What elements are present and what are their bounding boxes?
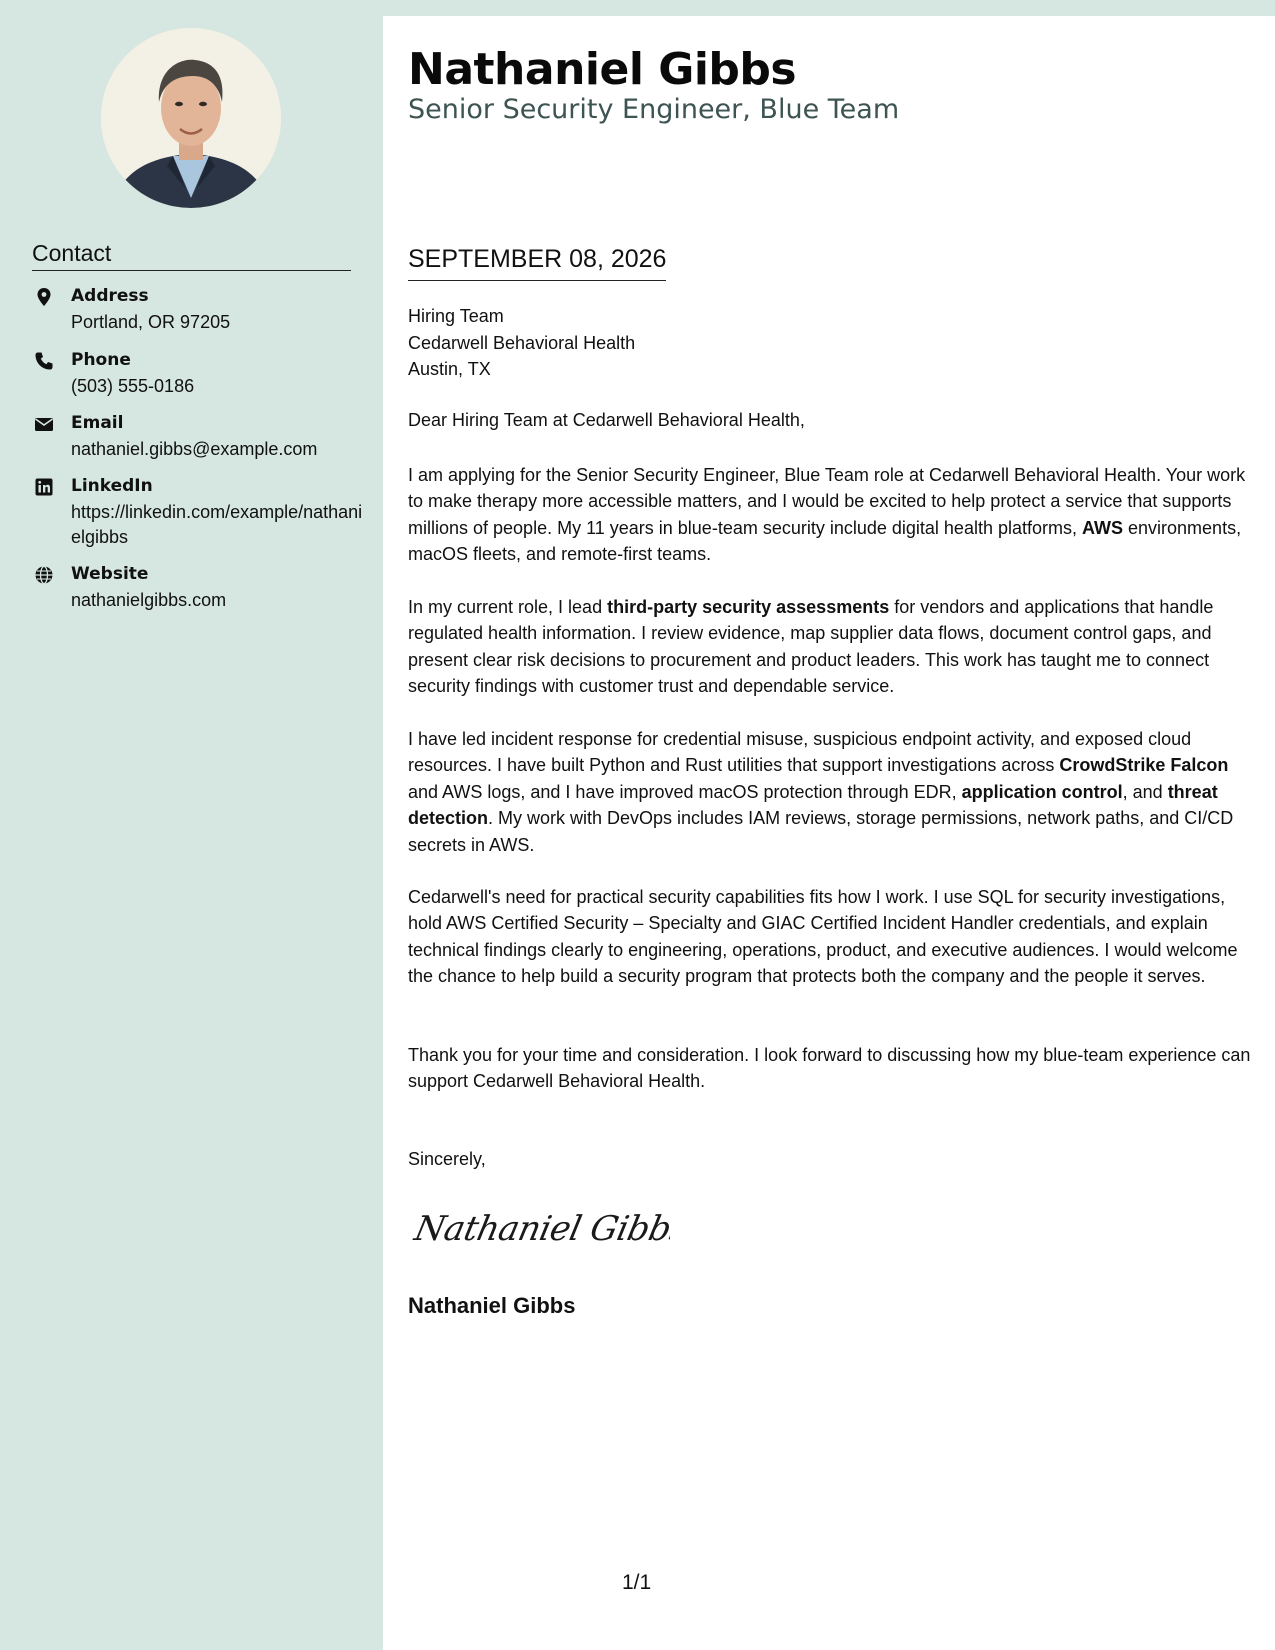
- emphasis-text: threat detection: [408, 781, 1218, 829]
- paragraph-text: I am applying for the Senior Security Engineer, Blue Team role at Cedarwell Behavioral Health. Your work to make therapy more accessible matters, and I would be excited to help protect a service that supports millions of people. My 11 years in blue-team security include digital health platforms,: [408, 465, 1246, 538]
- letter-date: SEPTEMBER 08, 2026: [408, 245, 666, 281]
- signature: [410, 1198, 670, 1263]
- envelope-icon: [34, 414, 54, 434]
- contact-heading: Contact: [32, 240, 351, 271]
- contact-label: LinkedIn: [71, 476, 153, 496]
- body-paragraph: [408, 884, 1254, 990]
- contact-label: Address: [71, 286, 149, 306]
- contact-label: Email: [71, 413, 124, 433]
- body-paragraph: [408, 462, 1254, 568]
- contact-value[interactable]: nathanielgibbs.com: [71, 590, 227, 610]
- paragraph-text: Cedarwell's need for practical security capabilities fits how I work. I use SQL for security investigations, hold AWS Certified Security – Specialty and GIAC Certified Incident Handler credentials, and explain technical findings clearly to engineering, operations, product, and executive audiences. I would welcome the chance to help build a security program that protects both the company and the people it serves.: [408, 887, 1238, 987]
- recipient-line: Austin, TX: [408, 359, 491, 379]
- signer-name: Nathaniel Gibbs: [408, 1293, 576, 1318]
- map-pin-icon: [34, 287, 54, 307]
- avatar: [101, 28, 281, 208]
- paragraph-text: In my current role, I lead: [408, 597, 608, 617]
- body-paragraph: [408, 726, 1254, 858]
- contact-value[interactable]: https://linkedin.com/example/nathanielgibbs: [71, 502, 363, 547]
- top-accent-strip: [383, 0, 1275, 16]
- emphasis-text: application control: [961, 781, 1123, 802]
- linkedin-icon: [34, 477, 54, 497]
- contact-value: nathaniel.gibbs@example.com: [71, 439, 318, 459]
- candidate-name: Nathaniel Gibbs: [408, 44, 797, 95]
- candidate-title: Senior Security Engineer, Blue Team: [408, 94, 900, 125]
- page-number: 1/1: [622, 1571, 652, 1594]
- paragraph-text: , and: [1122, 781, 1168, 802]
- recipient-block: [408, 303, 635, 383]
- paragraph-text: environments, macOS fleets, and remote-first teams.: [408, 517, 1242, 565]
- paragraph-text: Thank you for your time and consideration. I look forward to discussing how my blue-team experience can support Cedarwell Behavioral Health.: [408, 1045, 1251, 1092]
- paragraph-text: and AWS logs, and I have improved macOS protection through EDR,: [408, 781, 962, 802]
- body-paragraph: [408, 594, 1254, 700]
- paragraph-text: I have led incident response for credential misuse, suspicious endpoint activity, and exposed cloud resources. I have built Python and Rust utilities that support investigations across: [408, 729, 1192, 776]
- closing: Sincerely,: [408, 1149, 486, 1169]
- phone-icon: [34, 351, 54, 371]
- emphasis-text: CrowdStrike Falcon: [1059, 755, 1229, 776]
- contact-label: Website: [71, 564, 149, 584]
- emphasis-text: third-party security assessments: [607, 597, 890, 617]
- paragraph-text: for vendors and applications that handle regulated health information. I review evidence, map supplier data flows, document control gaps, and present clear risk decisions to procurement and product leaders. This work has taught me to connect security findings with customer trust and dependable service.: [408, 597, 1214, 697]
- recipient-line: Hiring Team: [408, 306, 504, 326]
- contact-value: (503) 555-0186: [71, 376, 195, 396]
- signature-text: Nathaniel Gibbs: [411, 1209, 670, 1249]
- paragraph-text: . My work with DevOps includes IAM reviews, storage permissions, network paths, and CI/CD secrets in AWS.: [408, 808, 1234, 855]
- recipient-line: Cedarwell Behavioral Health: [408, 332, 636, 353]
- emphasis-text: AWS: [1082, 517, 1124, 538]
- contact-label: Phone: [71, 350, 131, 370]
- globe-icon: [34, 565, 54, 585]
- contact-value: Portland, OR 97205: [71, 312, 231, 332]
- body-paragraph: [408, 1042, 1254, 1095]
- salutation: Dear Hiring Team at Cedarwell Behavioral Health,: [408, 410, 805, 430]
